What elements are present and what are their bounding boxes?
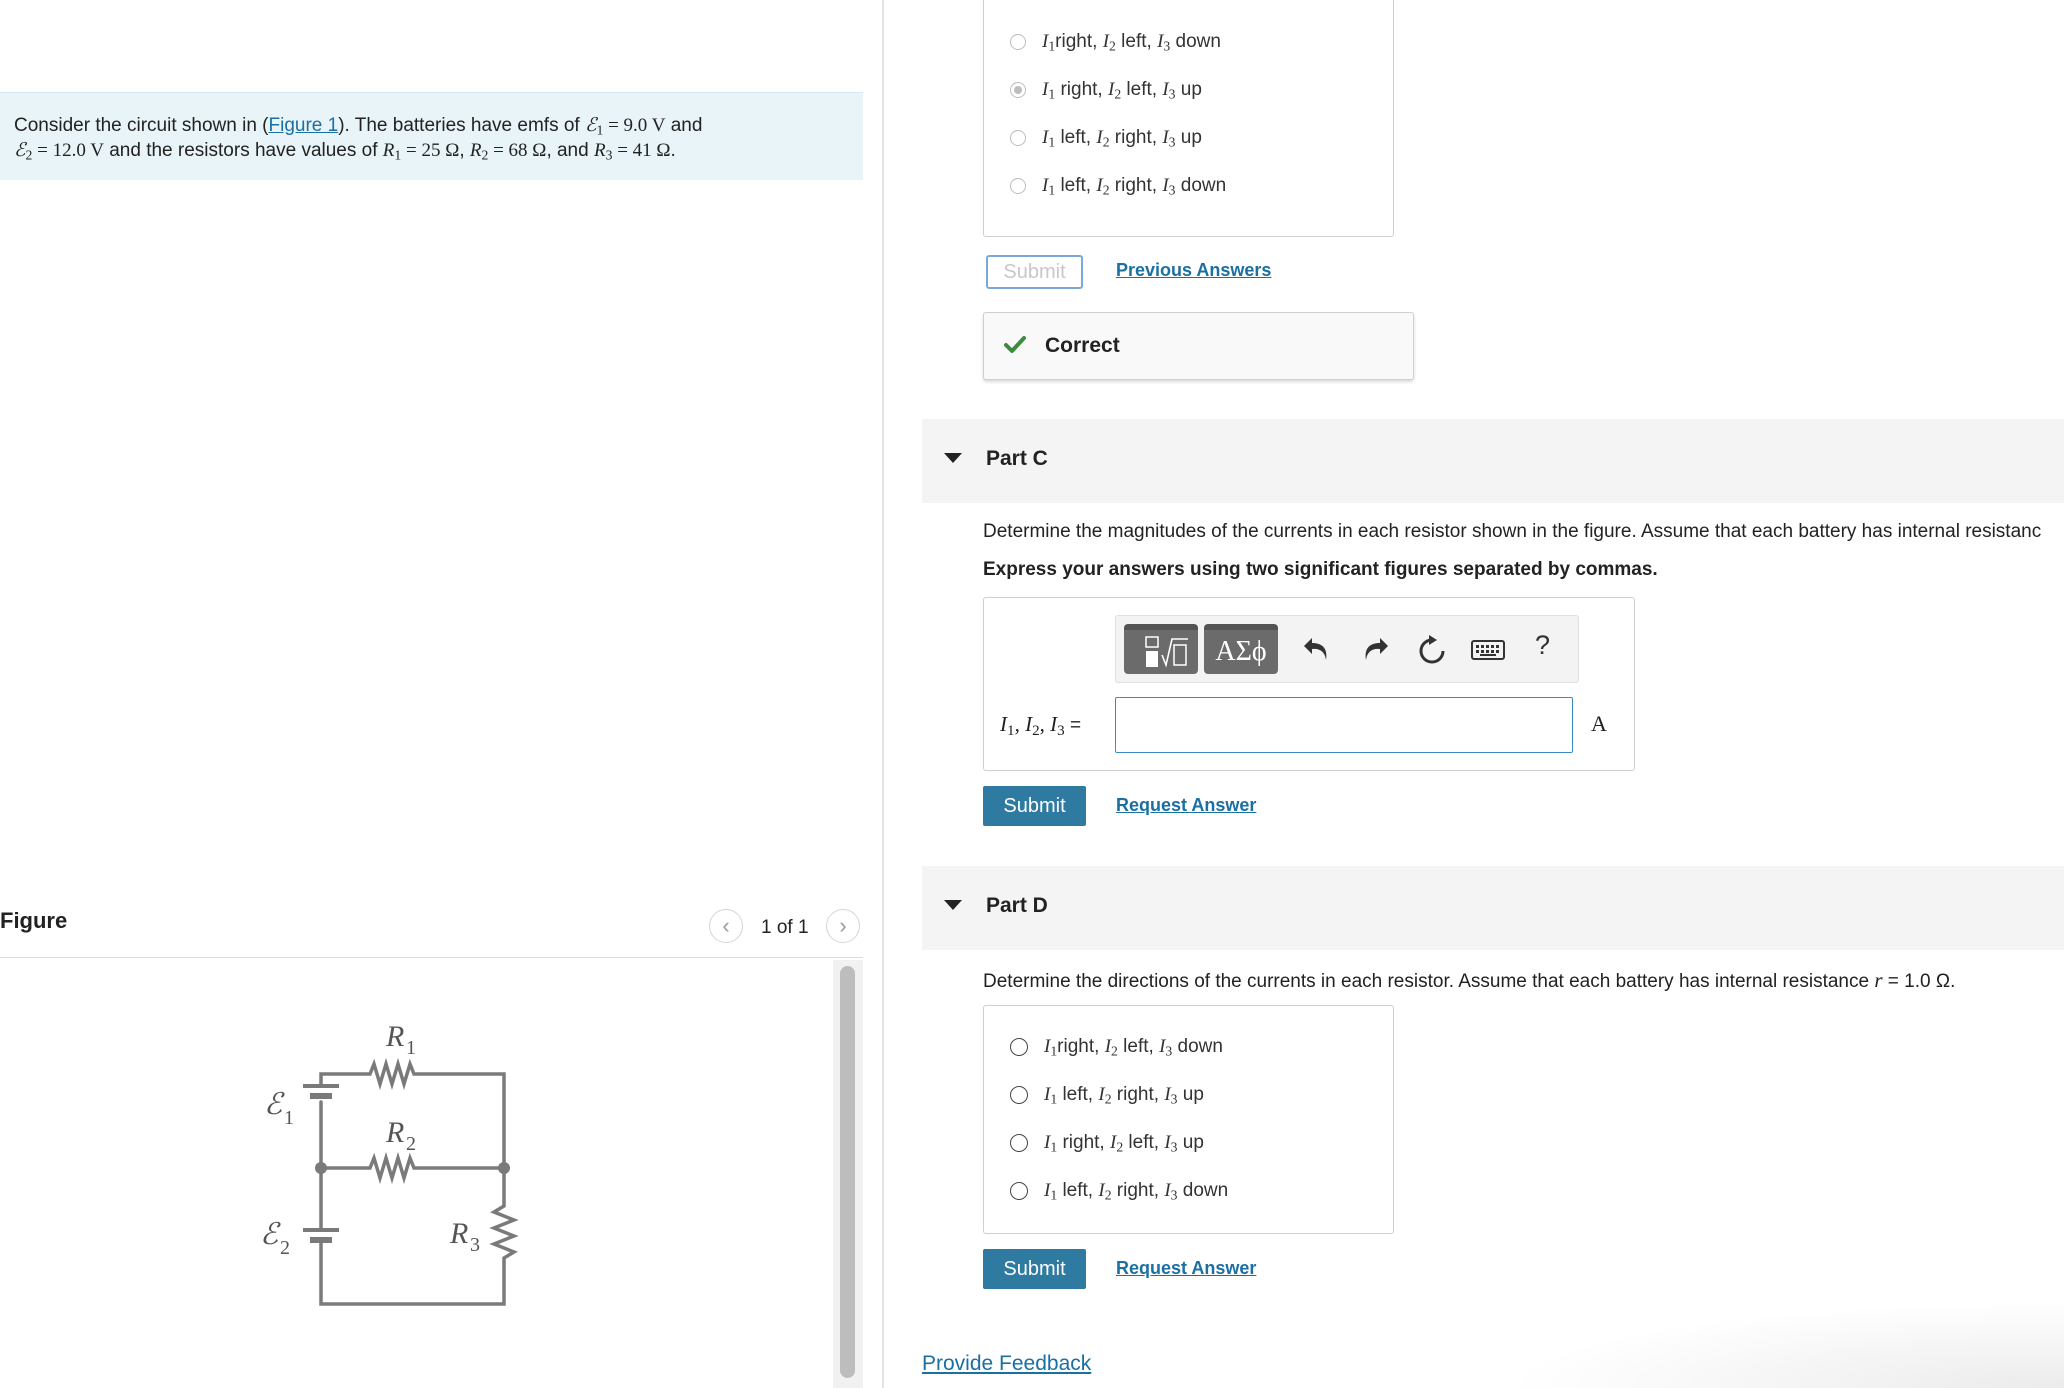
var-i3: I <box>1164 1180 1171 1201</box>
var-sub: 1 <box>1048 134 1056 150</box>
direction-text: left, <box>1057 1084 1099 1105</box>
part-d-option-3[interactable] <box>1010 1180 1228 1202</box>
var-i2: I <box>1107 79 1115 100</box>
var-i3: I <box>1162 175 1169 196</box>
option-label <box>1042 175 1226 197</box>
var-sub: 1 <box>1050 1091 1058 1107</box>
part-b-option-3[interactable] <box>1010 175 1226 197</box>
instruction-text: Determine the directions of the currents in each resistor. Assume that each battery has internal resistance <box>983 971 1875 992</box>
junction-right <box>498 1162 510 1174</box>
option-label <box>1044 1180 1228 1202</box>
part-c-format-note: Express your answers using two significant figures separated by commas. <box>983 559 1658 580</box>
var-sub: 3 <box>1168 182 1176 198</box>
figure-divider <box>0 957 863 958</box>
part-d-header[interactable] <box>922 866 2064 950</box>
direction-text: right, <box>1057 1036 1105 1057</box>
keyboard-icon[interactable] <box>1471 638 1505 662</box>
result-label: Correct <box>1045 334 1120 357</box>
greek-symbols-button[interactable]: ΑΣϕ <box>1204 624 1278 674</box>
comma: , <box>1014 712 1026 736</box>
var-sub: 2 <box>1104 1091 1112 1107</box>
math-toolbar <box>1115 615 1579 683</box>
r2-label: R <box>386 1116 405 1149</box>
part-d-option-0[interactable] <box>1010 1036 1223 1058</box>
r1-sub: 1 <box>394 147 402 163</box>
radio-button[interactable] <box>1010 130 1026 146</box>
radio-button[interactable] <box>1010 1134 1028 1152</box>
var-i2: I <box>1025 712 1033 736</box>
var-sub: 2 <box>1116 1139 1124 1155</box>
figure-counter: 1 of 1 <box>761 917 809 938</box>
emf2-label: ℰ <box>260 1218 279 1251</box>
r3-label: R <box>450 1217 469 1250</box>
radio-button[interactable] <box>1010 1038 1028 1056</box>
figure-heading: Figure <box>0 908 68 933</box>
var-i3: I <box>1159 1036 1166 1057</box>
r1-label: R <box>386 1020 405 1053</box>
part-c-submit-button[interactable]: Submit <box>983 786 1086 826</box>
battery-2 <box>303 1230 339 1240</box>
template-icon-glyph <box>1132 635 1190 669</box>
part-b-options <box>983 0 1394 237</box>
bottom-shadow <box>1500 1300 2064 1388</box>
r2-wire <box>321 1158 504 1178</box>
var-sub: 1 <box>1050 1139 1058 1155</box>
var-sub: 2 <box>1111 1043 1118 1059</box>
option-label <box>1042 79 1202 101</box>
undo-icon[interactable] <box>1302 634 1332 664</box>
var-i3: I <box>1157 31 1164 52</box>
direction-text: left, <box>1117 1036 1160 1057</box>
r2-value: = 68 Ω <box>488 140 547 161</box>
var-i1: I <box>1044 1084 1051 1105</box>
left-panel <box>0 0 882 1388</box>
option-label <box>1044 1036 1223 1058</box>
var-i2: I <box>1096 175 1103 196</box>
var-i2: I <box>1104 1036 1112 1057</box>
var-i1: I <box>1044 1132 1051 1153</box>
part-d-title: Part D <box>986 894 1048 917</box>
var-i3: I <box>1164 1132 1171 1153</box>
direction-text: left, <box>1123 1132 1165 1153</box>
var-sub: 2 <box>1109 38 1116 54</box>
answer-label <box>1000 712 1081 737</box>
part-d-option-2[interactable] <box>1010 1132 1204 1154</box>
problem-text: and <box>665 115 703 136</box>
part-c-instruction: Determine the magnitudes of the currents in each resistor shown in the figure. Assume that each battery has internal resistanc <box>983 521 2042 542</box>
r2-symbol: R <box>469 140 482 161</box>
var-r: r <box>1874 968 1883 992</box>
emf2-sub: 2 <box>25 147 33 163</box>
var-i2: I <box>1098 1180 1105 1201</box>
radio-button[interactable] <box>1010 34 1026 50</box>
direction-text: right, <box>1109 175 1163 196</box>
var-i1: I <box>1042 31 1049 52</box>
problem-text: . <box>670 140 676 161</box>
r1-value: = 25 Ω <box>401 140 460 161</box>
part-d-request-answer-link[interactable]: Request Answer <box>1116 1258 1257 1278</box>
problem-text: and the resistors have values of <box>103 140 383 161</box>
direction-text: left, <box>1115 31 1158 52</box>
panel-divider <box>882 0 884 1388</box>
direction-text: down <box>1170 31 1221 52</box>
var-sub: 1 <box>1050 1043 1058 1059</box>
chevron-right-icon[interactable]: › <box>826 909 860 943</box>
emf1-symbol: ℰ <box>584 115 597 136</box>
r1-symbol: R <box>382 140 395 161</box>
part-d-submit-button[interactable]: Submit <box>983 1249 1086 1289</box>
var-i1: I <box>1044 1180 1051 1201</box>
direction-text: up <box>1175 79 1202 100</box>
part-c-request-answer-link[interactable]: Request Answer <box>1116 795 1257 815</box>
part-b-option-1[interactable] <box>1010 79 1202 101</box>
var-i2: I <box>1109 1132 1117 1153</box>
emf2-label-sub: 2 <box>280 1237 290 1259</box>
part-c-title: Part C <box>986 447 1048 470</box>
emf2-symbol: ℰ <box>14 140 26 161</box>
var-sub: 3 <box>1165 1043 1173 1059</box>
direction-text: down <box>1175 175 1227 196</box>
direction-text: left, <box>1055 127 1097 148</box>
r2-sub: 2 <box>481 147 489 163</box>
caret-down-icon[interactable] <box>944 453 962 463</box>
chevron-left-icon[interactable]: ‹ <box>709 909 743 943</box>
var-sub: 3 <box>1168 134 1176 150</box>
comma: , <box>1039 712 1051 736</box>
direction-text: up <box>1177 1084 1204 1105</box>
emf1-label-sub: 1 <box>284 1107 294 1129</box>
previous-answers-link[interactable]: Previous Answers <box>1116 260 1272 280</box>
problem-text: , and <box>546 140 594 161</box>
var-sub: 2 <box>1104 1187 1112 1203</box>
var-i1: I <box>1042 79 1049 100</box>
emf2-value: = 12.0 V <box>32 140 104 161</box>
problem-text: , <box>459 140 470 161</box>
checkmark-icon <box>1004 335 1026 355</box>
part-d-instruction <box>983 968 1955 993</box>
reset-icon[interactable] <box>1417 634 1447 666</box>
var-i3: I <box>1162 79 1169 100</box>
var-sub: 1 <box>1007 722 1015 739</box>
emf1-sub: 1 <box>596 122 604 138</box>
var-i1: I <box>1042 127 1049 148</box>
part-d-option-1[interactable] <box>1010 1084 1204 1106</box>
var-i3: I <box>1162 127 1169 148</box>
part-d-options <box>983 1005 1394 1234</box>
var-i3: I <box>1050 712 1058 736</box>
part-b-submit-button[interactable]: Submit <box>986 255 1083 289</box>
direction-text: right, <box>1057 1132 1110 1153</box>
direction-text: down <box>1172 1036 1223 1057</box>
figure-scrollbar-thumb[interactable] <box>840 966 855 1378</box>
option-label <box>1044 1132 1204 1154</box>
var-i2: I <box>1102 31 1110 52</box>
var-sub: 1 <box>1048 38 1056 54</box>
problem-text: Consider the circuit shown in ( <box>14 115 269 136</box>
var-sub: 3 <box>1170 1091 1178 1107</box>
var-i2: I <box>1098 1084 1105 1105</box>
var-i1: I <box>1044 1036 1051 1057</box>
direction-text: up <box>1175 127 1202 148</box>
var-sub: 1 <box>1050 1187 1058 1203</box>
r3-wire <box>321 1168 514 1304</box>
r3-symbol: R <box>593 140 606 161</box>
var-sub: 2 <box>1114 86 1122 102</box>
var-i1: I <box>1042 175 1049 196</box>
problem-statement <box>0 92 863 180</box>
radio-button[interactable] <box>1010 1182 1028 1200</box>
caret-down-icon[interactable] <box>944 900 962 910</box>
battery-1 <box>303 1086 339 1096</box>
help-button[interactable]: ? <box>1535 630 1551 660</box>
var-i2: I <box>1096 127 1103 148</box>
option-label <box>1042 127 1202 149</box>
var-sub: 1 <box>1048 182 1056 198</box>
unit-label: A <box>1591 711 1607 736</box>
var-sub: 3 <box>1168 86 1176 102</box>
direction-text: right, <box>1111 1180 1165 1201</box>
direction-text: down <box>1177 1180 1229 1201</box>
r2-label-sub: 2 <box>406 1133 416 1155</box>
direction-text: left, <box>1057 1180 1099 1201</box>
direction-text: right, <box>1109 127 1163 148</box>
var-sub: 3 <box>1170 1139 1178 1155</box>
direction-text: left, <box>1055 175 1097 196</box>
instruction-text: = 1.0 Ω. <box>1882 971 1956 992</box>
r3-sub: 3 <box>605 147 613 163</box>
equals-sign: = <box>1064 715 1082 736</box>
figure-link[interactable]: Figure 1 <box>268 115 339 136</box>
direction-text: right, <box>1055 31 1103 52</box>
problem-line-2 <box>14 138 863 163</box>
result-feedback-box <box>983 312 1414 380</box>
radio-button[interactable] <box>1010 178 1026 194</box>
r3-value: = 41 Ω <box>612 140 671 161</box>
option-label <box>1042 31 1221 53</box>
answer-input[interactable] <box>1115 697 1573 753</box>
var-sub: 2 <box>1102 134 1110 150</box>
var-sub: 3 <box>1057 722 1065 739</box>
part-c-header[interactable] <box>922 419 2064 503</box>
var-sub: 3 <box>1170 1187 1178 1203</box>
var-sub: 1 <box>1048 86 1056 102</box>
circuit-diagram <box>250 1010 530 1320</box>
template-icon[interactable] <box>1124 624 1198 674</box>
redo-icon[interactable] <box>1360 634 1390 664</box>
problem-text: ). The batteries have emfs of <box>338 115 585 136</box>
junction-left <box>315 1162 327 1174</box>
part-b-option-2[interactable] <box>1010 127 1202 149</box>
var-sub: 2 <box>1032 722 1040 739</box>
radio-button-selected[interactable] <box>1010 82 1026 98</box>
option-label <box>1044 1084 1204 1106</box>
provide-feedback-link[interactable]: Provide Feedback <box>922 1352 1092 1375</box>
r1-label-sub: 1 <box>406 1037 416 1059</box>
part-b-option-0[interactable] <box>1010 31 1221 53</box>
problem-line-1 <box>14 113 863 138</box>
direction-text: right, <box>1111 1084 1165 1105</box>
var-sub: 2 <box>1102 182 1110 198</box>
direction-text: up <box>1177 1132 1204 1153</box>
radio-button[interactable] <box>1010 1086 1028 1104</box>
direction-text: left, <box>1121 79 1163 100</box>
var-i3: I <box>1164 1084 1171 1105</box>
direction-text: right, <box>1055 79 1108 100</box>
var-sub: 3 <box>1163 38 1171 54</box>
emf1-value: = 9.0 V <box>603 115 666 136</box>
var-i1: I <box>1000 712 1007 736</box>
emf1-label: ℰ <box>264 1088 283 1121</box>
r3-label-sub: 3 <box>470 1234 480 1256</box>
